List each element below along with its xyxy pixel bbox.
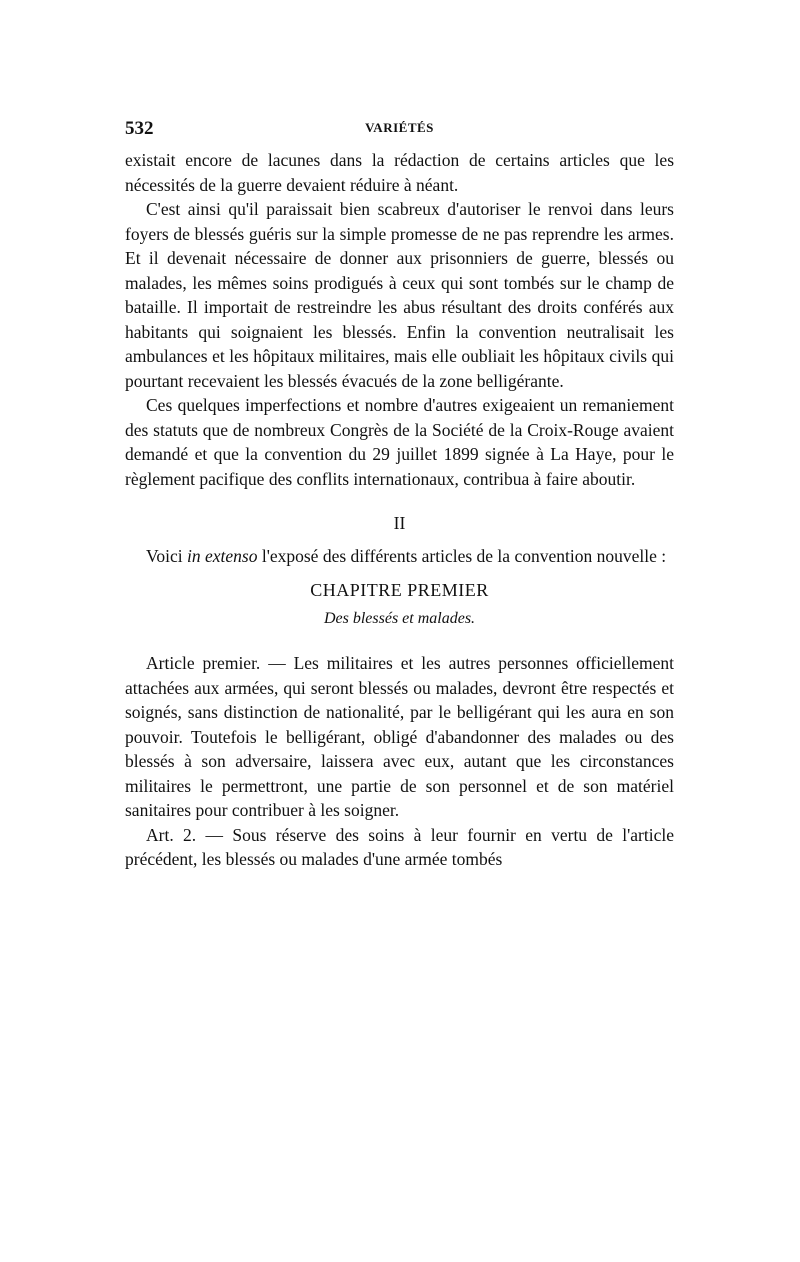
chapter-title: CHAPITRE PREMIER bbox=[310, 580, 489, 600]
paragraph: C'est ainsi qu'il paraissait bien scabreux d'autoriser le renvoi dans leurs foyers de blessés guéris sur la simple promesse de ne pas reprendre les armes. Et il devenait nécessaire de donner aux prisonniers de guerre, blessés ou malades, les mêmes soins prodigués à ceux qui sont tombés sur le champ de bataille. Il importait de restreindre les abus résultant des droits conférés aux habitants qui soignaient les blessés. Enfin la convention neutralisait les ambulances et les hôpitaux militaires, mais elle oubliait les hôpitaux civils qui pourtant recevaient les blessés évacués de la zone belligérante. bbox=[125, 199, 674, 391]
paragraph: Ces quelques imperfections et nombre d'autres exigeaient un remaniement des statuts que de nombreux Congrès de la Société de la Croix-Rouge avaient demandé et que la convention du 29 juillet 1899 signée à La Haye, pour le règlement pacifique des conflits internationaux, contribua à faire aboutir. bbox=[125, 395, 674, 489]
chapter-subtitle: Des blessés et malades. bbox=[323, 609, 476, 627]
article-paragraph: Article premier. — Les militaires et les autres personnes officiellement attachées aux armées, qui seront blessés ou malades, devront être respectés et soignés, sans distinction de nationalité, par le belligérant qui les aura en son pouvoir. Toutefois le belligérant, obligé d'abandonner des malades ou des blessés à son adversaire, laissera avec eux, autant que les circonstances militaires le permettront, une partie de son personnel et de son matériel sanitaires pour contribuer à les soigner. bbox=[125, 653, 674, 820]
article-paragraph: Art. 2. — Sous réserve des soins à leur fournir en vertu de l'article précédent, les blessés ou malades d'une armée tombés bbox=[125, 824, 674, 869]
intro-paragraph bbox=[125, 544, 674, 569]
running-head: VARIÉTÉS bbox=[365, 120, 434, 135]
page-number: 532 bbox=[125, 118, 154, 139]
intro-italic: in extenso bbox=[187, 545, 258, 566]
page-header bbox=[125, 118, 674, 140]
paragraph-continuation: existait encore de lacunes dans la rédaction de certains articles que les nécessités de la guerre devaient réduire à néant. bbox=[125, 150, 674, 195]
intro-text-before: Voici bbox=[146, 545, 187, 566]
page-body bbox=[125, 148, 674, 872]
section-number: II bbox=[393, 513, 406, 533]
intro-text-after: l'exposé des différents articles de la convention nouvelle : bbox=[257, 545, 667, 566]
